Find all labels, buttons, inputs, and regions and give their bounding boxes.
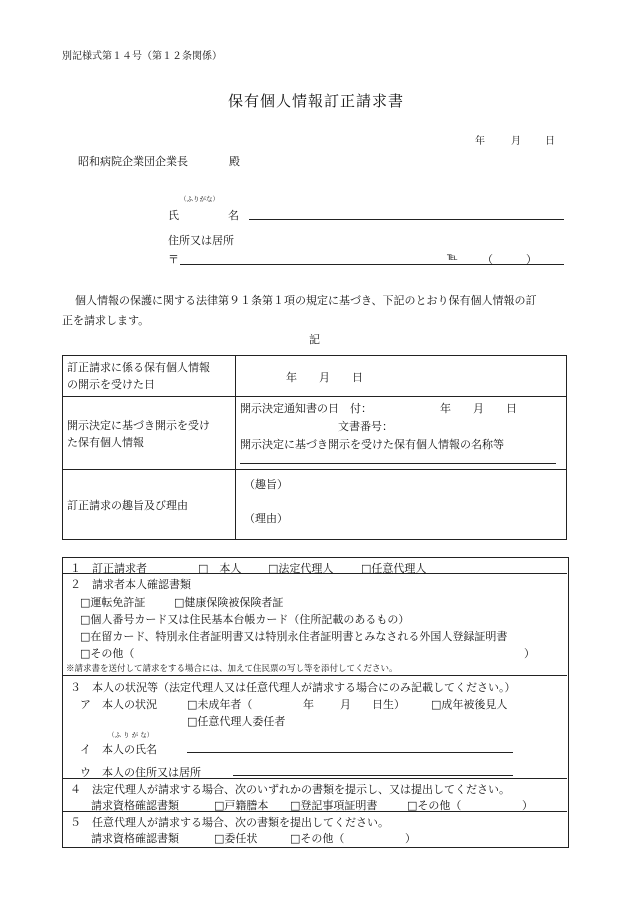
tel-parens: （ ） xyxy=(482,253,537,266)
row3-label: 訂正請求の趣旨及び理由 xyxy=(67,499,188,512)
checkbox-minor[interactable]: □未成年者（ xyxy=(187,698,253,711)
address-label: 住所又は居所 xyxy=(168,234,234,247)
doc-number-label: 文書番号： xyxy=(338,420,393,433)
section3-label: ３ 本人の状況等（法定代理人又は任意代理人が請求する場合にのみ記載してください。） xyxy=(70,681,516,694)
checkbox-adult-ward[interactable]: □成年被後見人 xyxy=(431,698,508,711)
divider xyxy=(62,573,567,574)
info-name-field[interactable] xyxy=(240,463,556,464)
name-label-1: 氏 xyxy=(168,209,179,222)
date-month-label: 月 xyxy=(511,136,521,147)
notice-date-label: 開示決定通知書の日 付： xyxy=(240,402,372,415)
checkbox-my-number-card[interactable]: □個人番号カード又は住民基本台帳カード（住所記載のあるもの） xyxy=(80,613,410,626)
row1-date: 年 月 日 xyxy=(286,371,363,384)
name-furigana-label: （ふりがな） xyxy=(180,195,219,203)
section4-docs-label: 請求資格確認書類 xyxy=(91,799,179,812)
name-field[interactable] xyxy=(249,219,564,220)
row2-label-line1: 開示決定に基づき開示を受け xyxy=(67,419,210,432)
notice-date-value: 年 月 日 xyxy=(440,402,517,415)
section1-label: １ 訂正請求者 xyxy=(70,562,147,575)
section2-note: ※請求書を送付して請求をする場合には、加えて住民票の写し等を添付してください。 xyxy=(66,664,398,674)
minor-month-label: 月 xyxy=(340,698,351,711)
purpose-label: （趣旨） xyxy=(244,478,288,491)
page-title: 保有個人情報訂正請求書 xyxy=(228,92,405,110)
section4-label: ４ 法定代理人が請求する場合、次のいずれかの書類を提示し、又は提出してください。 xyxy=(70,783,510,796)
form-number: 別記様式第１４号（第１２条関係） xyxy=(62,51,222,62)
ki-label: 記 xyxy=(309,333,320,346)
section5-docs-label: 請求資格確認書類 xyxy=(91,832,179,845)
honorific: 殿 xyxy=(229,155,240,168)
postal-mark: 〒 xyxy=(168,253,179,266)
checkbox-legal-rep[interactable]: □法定代理人 xyxy=(268,562,334,575)
row2-info-cell[interactable] xyxy=(236,397,567,470)
row1-date-cell[interactable] xyxy=(236,356,567,397)
intro-line-2: 正を請求します。 xyxy=(62,314,150,327)
checkbox-family-register[interactable]: □戸籍謄本 xyxy=(214,799,269,812)
checkbox-registry-certificate[interactable]: □登記事項証明書 xyxy=(290,799,378,812)
checkbox-residence-card[interactable]: □在留カード、特別永住者証明書又は特別永住者証明書とみなされる外国人登録証明書 xyxy=(80,630,508,643)
name-label-2: 名 xyxy=(228,209,239,222)
intro-line-1: 個人情報の保護に関する法律第９１条第１項の規定に基づき、下記のとおり保有個人情報の訂 xyxy=(75,294,537,307)
request-table xyxy=(62,355,567,540)
row3-content-cell[interactable] xyxy=(236,470,567,540)
divider xyxy=(62,778,567,779)
principal-address-label: ウ 本人の住所又は居所 xyxy=(80,766,201,779)
row1-label-cell xyxy=(63,356,236,397)
principal-address-field[interactable] xyxy=(233,775,513,776)
minor-birth-label: 日生） xyxy=(372,698,405,711)
checkbox-other-voluntary[interactable]: □その他（ xyxy=(290,832,345,845)
principal-name-label: イ 本人の氏名 xyxy=(80,743,157,756)
principal-name-furigana: （ふ り が な） xyxy=(108,731,154,739)
reason-label: （理由） xyxy=(244,512,288,525)
checkbox-drivers-license[interactable]: □運転免許証 xyxy=(80,596,146,609)
row1-label-line1: 訂正請求に係る保有個人情報 xyxy=(67,361,210,374)
row2-label-line2: た保有個人情報 xyxy=(67,436,144,449)
principal-name-field[interactable] xyxy=(187,752,513,753)
row3-label-cell xyxy=(63,470,236,540)
status-label: ア 本人の状況 xyxy=(80,698,157,711)
other-id-close: ） xyxy=(524,647,535,660)
tel-label: ℡ xyxy=(447,252,458,263)
minor-year-label: 年 xyxy=(303,698,314,711)
checkbox-self[interactable]: □ 本人 xyxy=(198,562,242,575)
checkbox-power-of-attorney[interactable]: □委任状 xyxy=(214,832,258,845)
row2-label-cell xyxy=(63,397,236,470)
divider xyxy=(62,675,567,676)
addressee: 昭和病院企業団企業長 xyxy=(78,155,188,168)
section2-label: ２ 請求者本人確認書類 xyxy=(70,578,191,591)
divider xyxy=(62,811,567,812)
date-year-label: 年 xyxy=(475,136,485,147)
checkbox-voluntary-rep[interactable]: □任意代理人 xyxy=(361,562,427,575)
date-day-label: 日 xyxy=(545,136,555,147)
info-name-label: 開示決定に基づき開示を受けた保有個人情報の名称等 xyxy=(240,438,504,451)
checkbox-health-insurance[interactable]: □健康保険被保険者証 xyxy=(174,596,284,609)
checkbox-other-id[interactable]: □その他（ xyxy=(80,647,135,660)
other-legal-close: ） xyxy=(522,799,533,812)
checkbox-proxy-principal[interactable]: □任意代理人委任者 xyxy=(187,715,286,728)
other-voluntary-close: ） xyxy=(405,832,416,845)
checkbox-other-legal[interactable]: □その他（ xyxy=(407,799,462,812)
row1-label-line2: の開示を受けた日 xyxy=(67,378,155,391)
section5-label: ５ 任意代理人が請求する場合、次の書類を提出してください。 xyxy=(70,816,389,829)
